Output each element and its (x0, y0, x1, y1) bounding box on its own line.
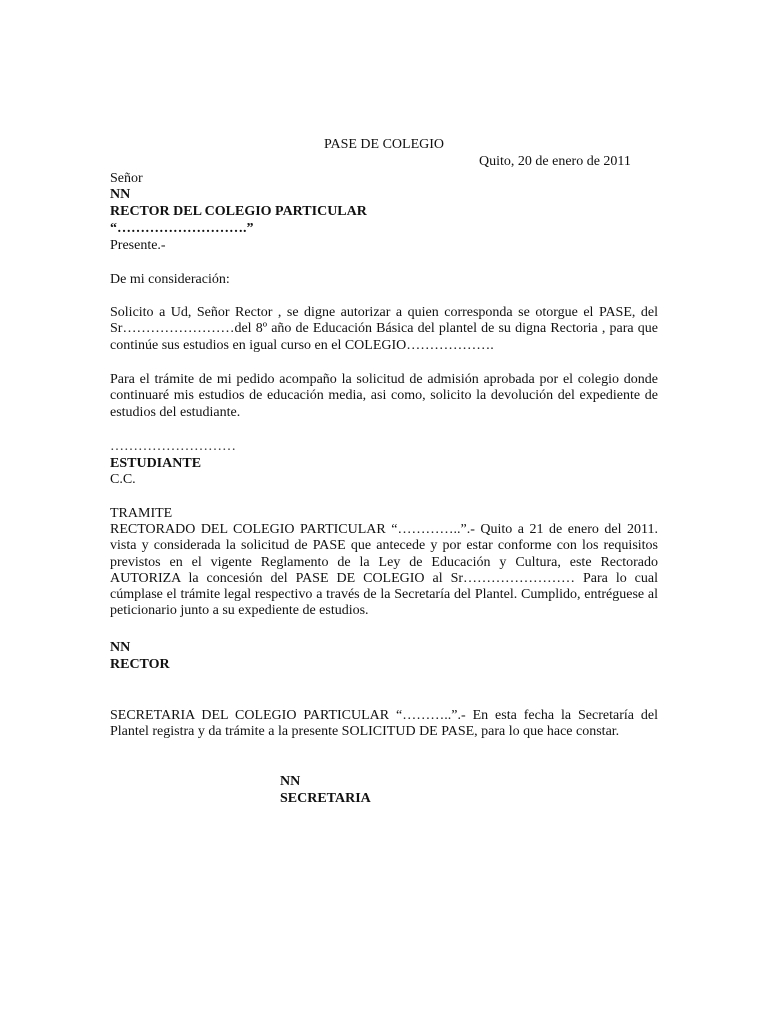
attachments-paragraph: Para el trámite de mi pedido acompaño la solicitud de admisión aprobada por el colegio donde continuaré mis estudios de educación media, asi como, solicito la devolución del expediente de estudios del estudiante. (110, 372, 658, 420)
document-title: PASE DE COLEGIO (323, 137, 445, 152)
secretary-name: NN (280, 774, 301, 789)
addressee-position: RECTOR DEL COLEGIO PARTICULAR (110, 204, 367, 219)
addressee-salutation: Señor (110, 171, 143, 186)
presente-label: Presente.- (110, 238, 166, 253)
school-placeholder: “……………………….” (110, 221, 254, 236)
tramite-paragraph: RECTORADO DEL COLEGIO PARTICULAR “…………..”.- Quito a 21 de enero del 2011. vista y considerada la solicitud de PASE que antecede y por estar conforme con los requisitos previstos en el vigente Reglamento de la Ley de Educación y Cultura, este Rectorado AUTORIZA la concesión del PASE DE COLEGIO al Sr…………………… Para lo cual cúmplase el trámite legal respectivo a través de la Secretaría del Plantel. Cumplido, entréguese al peticionario junto a su expediente de estudios. (110, 522, 658, 619)
rector-name: NN (110, 640, 131, 655)
greeting: De mi consideración: (110, 272, 230, 287)
request-paragraph: Solicito a Ud, Señor Rector , se digne autorizar a quien corresponda se otorgue el PASE, del Sr……………………del 8º año de Educación Básica del plantel de su digna Rectoria , para que continúe sus estudios en igual curso en el COLEGIO………………. (110, 305, 658, 353)
document-page (110, 0, 658, 1024)
document-date: Quito, 20 de enero de 2011 (479, 154, 631, 169)
secretaria-paragraph: SECRETARIA DEL COLEGIO PARTICULAR “………..”.- En esta fecha la Secretaría del Plantel registra y da trámite a la presente SOLICITUD DE PASE, para lo que hace constar. (110, 708, 658, 740)
student-label: ESTUDIANTE (110, 456, 202, 471)
cc-label: C.C. (110, 472, 136, 487)
student-signature-line: ……………………… (110, 439, 236, 454)
tramite-heading: TRAMITE (110, 506, 173, 521)
addressee-name: NN (110, 187, 131, 202)
secretary-title: SECRETARIA (280, 791, 371, 806)
rector-title: RECTOR (110, 657, 170, 672)
